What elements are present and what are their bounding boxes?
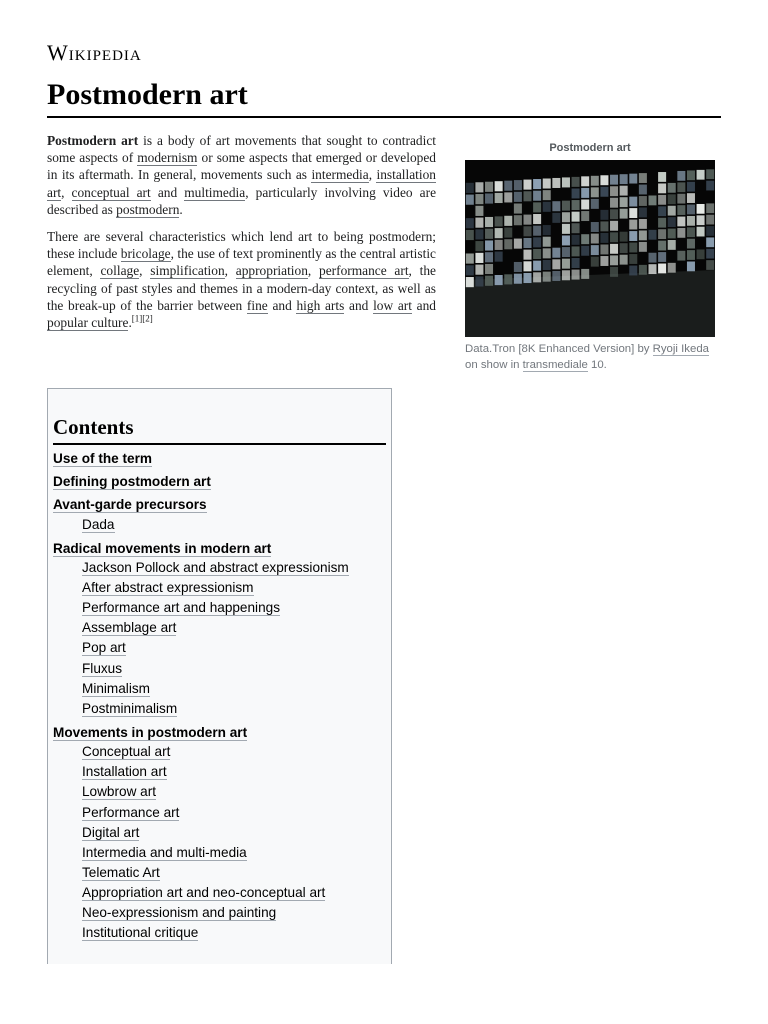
toc-entry-label: Defining postmodern art xyxy=(53,474,211,489)
wiki-link[interactable]: popular culture xyxy=(47,315,129,331)
toc-entry-label: Telematic Art xyxy=(82,864,160,880)
wiki-link[interactable]: installation art xyxy=(47,167,436,200)
installation-photo xyxy=(465,160,715,337)
wiki-link[interactable]: intermedia xyxy=(311,167,369,183)
wiki-link[interactable]: performance art xyxy=(319,263,409,279)
toc-entry-label: Institutional critique xyxy=(82,925,199,941)
toc-entry-label: Dada xyxy=(82,516,115,532)
toc-entry[interactable] xyxy=(82,744,170,759)
toc-entry[interactable] xyxy=(53,474,211,489)
wiki-link[interactable]: Ryoji Ikeda xyxy=(652,343,709,355)
text-run: and xyxy=(411,297,436,313)
toc-entry[interactable] xyxy=(82,764,167,779)
toc-entry[interactable] xyxy=(53,725,247,740)
text-run: , xyxy=(61,184,72,200)
text-run: There are several characteristics which lend art to being postmodern; these include xyxy=(47,229,436,262)
text-run: , the use of text prominently as the central artistic element, xyxy=(47,246,436,279)
text-run: on show in xyxy=(465,359,523,371)
text-run: , xyxy=(307,263,320,279)
toc-entry[interactable] xyxy=(82,865,160,880)
wiki-link[interactable]: postmodern xyxy=(116,201,180,217)
text-run: , particularly involving video are described as xyxy=(47,184,437,217)
page-title: Postmodern art xyxy=(47,78,248,111)
paragraph-intro xyxy=(47,132,436,218)
toc-entry-label: Intermedia and multi-media xyxy=(82,844,247,860)
toc-entry-label: Jackson Pollock and abstract expressionism xyxy=(82,560,349,575)
toc-entry-label: Digital art xyxy=(82,824,140,840)
toc-entry-label: Minimalism xyxy=(82,680,150,696)
toc-entry[interactable] xyxy=(82,600,280,615)
toc-entry[interactable] xyxy=(82,560,349,575)
paragraph-characteristics xyxy=(47,228,436,331)
toc-entry-label: Lowbrow art xyxy=(82,784,157,800)
wikipedia-wordmark[interactable]: Wikipedia xyxy=(47,40,142,65)
infobox-title: Postmodern art xyxy=(549,142,631,154)
toc-entry[interactable] xyxy=(82,885,325,900)
toc-title: Contents xyxy=(53,415,386,445)
article-body xyxy=(47,132,436,341)
wiki-link[interactable]: conceptual art xyxy=(71,184,151,200)
toc-entry[interactable] xyxy=(82,825,139,840)
wiki-link[interactable]: fine xyxy=(246,297,268,313)
toc-entry[interactable] xyxy=(82,620,176,635)
toc-entry-label: Conceptual art xyxy=(82,744,171,760)
wiki-link[interactable]: high arts xyxy=(296,297,345,313)
text-run: 10. xyxy=(587,359,607,371)
toc-entry[interactable] xyxy=(53,451,152,466)
text-run: , the recycling of past styles and themes in a modern-day context, as well as the break-up of the barrier between xyxy=(47,263,437,313)
text-run: and xyxy=(267,297,297,313)
toc-entry-label: Movements in postmodern art xyxy=(53,724,248,740)
text-run: , xyxy=(224,263,236,279)
infobox xyxy=(465,142,715,373)
text-run: or some aspects that emerged or developed in its aftermath. In general, movements such as xyxy=(47,150,436,183)
title-divider xyxy=(47,116,721,118)
toc-entry[interactable] xyxy=(82,784,156,799)
wiki-link[interactable]: appropriation xyxy=(235,263,308,279)
toc-entry[interactable] xyxy=(82,661,122,676)
wiki-link[interactable]: simplification xyxy=(150,263,225,279)
citation-ref[interactable]: [1][2] xyxy=(131,313,153,324)
toc-entry-label: Radical movements in modern art xyxy=(53,540,272,556)
wiki-link[interactable]: transmediale xyxy=(522,359,588,371)
text-run: and xyxy=(344,297,374,313)
wiki-link[interactable]: collage xyxy=(100,263,140,279)
table-of-contents xyxy=(47,388,392,964)
wiki-link[interactable]: bricolage xyxy=(120,246,171,262)
infobox-caption xyxy=(465,341,715,373)
toc-entry-label: After abstract expressionism xyxy=(82,580,254,596)
wiki-link[interactable]: low art xyxy=(373,297,412,313)
toc-entry-label: Performance art xyxy=(82,804,180,820)
toc-entry-label: Avant-garde precursors xyxy=(53,497,207,512)
text-run: , xyxy=(139,263,151,279)
toc-entry[interactable] xyxy=(53,541,271,556)
wiki-link[interactable]: multimedia xyxy=(184,184,246,200)
toc-entry[interactable] xyxy=(82,845,247,860)
toc-entry[interactable] xyxy=(53,497,207,512)
toc-entry-label: Neo-expressionism and painting xyxy=(82,905,277,920)
text-run: . xyxy=(179,201,183,217)
toc-entry-label: Performance art and happenings xyxy=(82,600,280,616)
toc-entry[interactable] xyxy=(82,681,150,696)
toc-entry-label: Fluxus xyxy=(82,660,123,676)
text-run: Data.Tron [8K Enhanced Version] by xyxy=(465,343,653,355)
toc-entry-label: Pop art xyxy=(82,640,126,656)
toc-entry[interactable] xyxy=(82,805,179,820)
infobox-image[interactable] xyxy=(465,160,715,337)
toc-entry[interactable] xyxy=(82,580,254,595)
wiki-link[interactable]: modernism xyxy=(137,150,198,166)
toc-entry-label: Postminimalism xyxy=(82,700,178,716)
toc-entry[interactable] xyxy=(82,905,276,920)
text-run: and xyxy=(150,184,185,200)
toc-entry[interactable] xyxy=(82,925,198,940)
toc-entry-label: Use of the term xyxy=(53,451,152,466)
toc-entry-label: Appropriation art and neo-conceptual art xyxy=(82,884,326,900)
bold-term: Postmodern art xyxy=(47,133,139,148)
toc-entry[interactable] xyxy=(82,517,115,532)
text-run: is a body of art movements that sought to contradict some aspects of xyxy=(47,133,437,166)
toc-entry-label: Assemblage art xyxy=(82,620,177,636)
toc-entry[interactable] xyxy=(82,640,126,655)
text-run: . xyxy=(128,315,132,331)
text-run: , xyxy=(368,167,377,183)
toc-entry-label: Installation art xyxy=(82,764,167,780)
toc-entry[interactable] xyxy=(82,701,177,716)
